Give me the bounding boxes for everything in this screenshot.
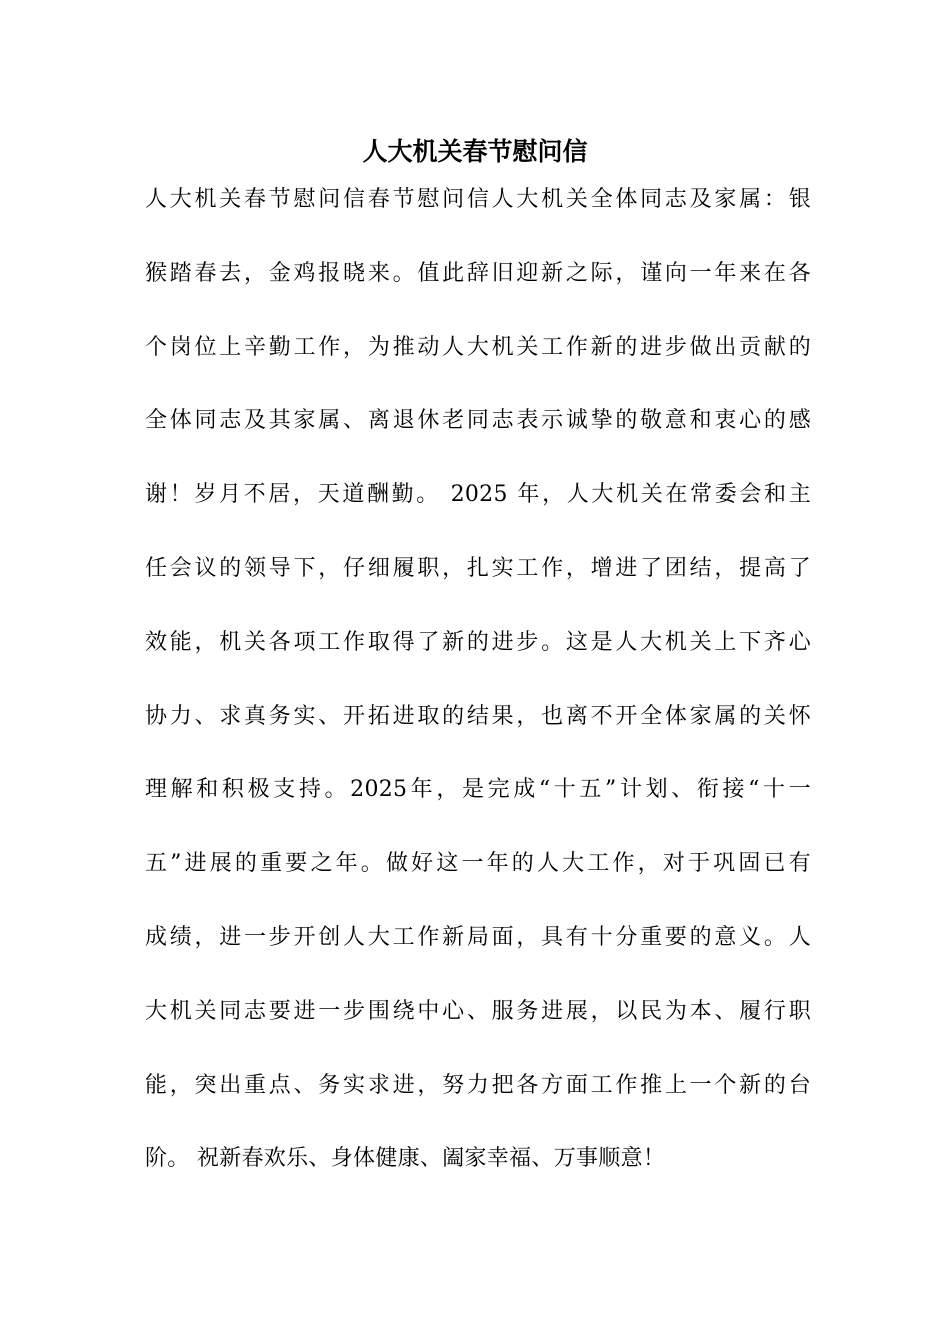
letter-body (145, 180, 811, 1213)
body-line-12: 大机关同志要进一步围绕中心、服务进展，以民为本、履行职 (145, 998, 811, 1024)
document-title: 人大机关春节慰问信 (362, 137, 588, 166)
body-line-5: 谢！岁月不居，天道酬勤。 2025 年，人大机关在常委会和主 (145, 482, 811, 508)
body-line-11: 成绩，进一步开创人大工作新局面，具有十分重要的意义。人 (145, 924, 811, 950)
body-line-1: 人大机关春节慰问信春节慰问信人大机关全体同志及家属：银 (145, 187, 811, 212)
body-line-4: 全体同志及其家属、离退休老同志表示诚挚的敬意和衷心的感 (145, 408, 811, 434)
body-line-7: 效能，机关各项工作取得了新的进步。这是人大机关上下齐心 (145, 629, 811, 655)
body-line-9: 理解和积极支持。2025年，是完成“十五”计划、衔接“十一 (145, 777, 811, 803)
body-line-6: 任会议的领导下，仔细履职，扎实工作，增进了团结，提高了 (145, 555, 811, 581)
body-line-8: 协力、求真务实、开拓进取的结果，也离不开全体家属的关怀 (145, 703, 811, 729)
body-line-3: 个岗位上辛勤工作，为推动人大机关工作新的进步做出贡献的 (145, 334, 811, 360)
body-line-10: 五”进展的重要之年。做好这一年的人大工作，对于巩固已有 (145, 851, 811, 877)
body-line-2: 猴踏春去，金鸡报晓来。值此辞旧迎新之际，谨向一年来在各 (145, 260, 811, 286)
body-line-14: 阶。 祝新春欢乐、身体健康、阖家幸福、万事顺意！ (145, 1146, 666, 1172)
body-line-13: 能，突出重点、务实求进，努力把各方面工作推上一个新的台 (145, 1072, 811, 1098)
